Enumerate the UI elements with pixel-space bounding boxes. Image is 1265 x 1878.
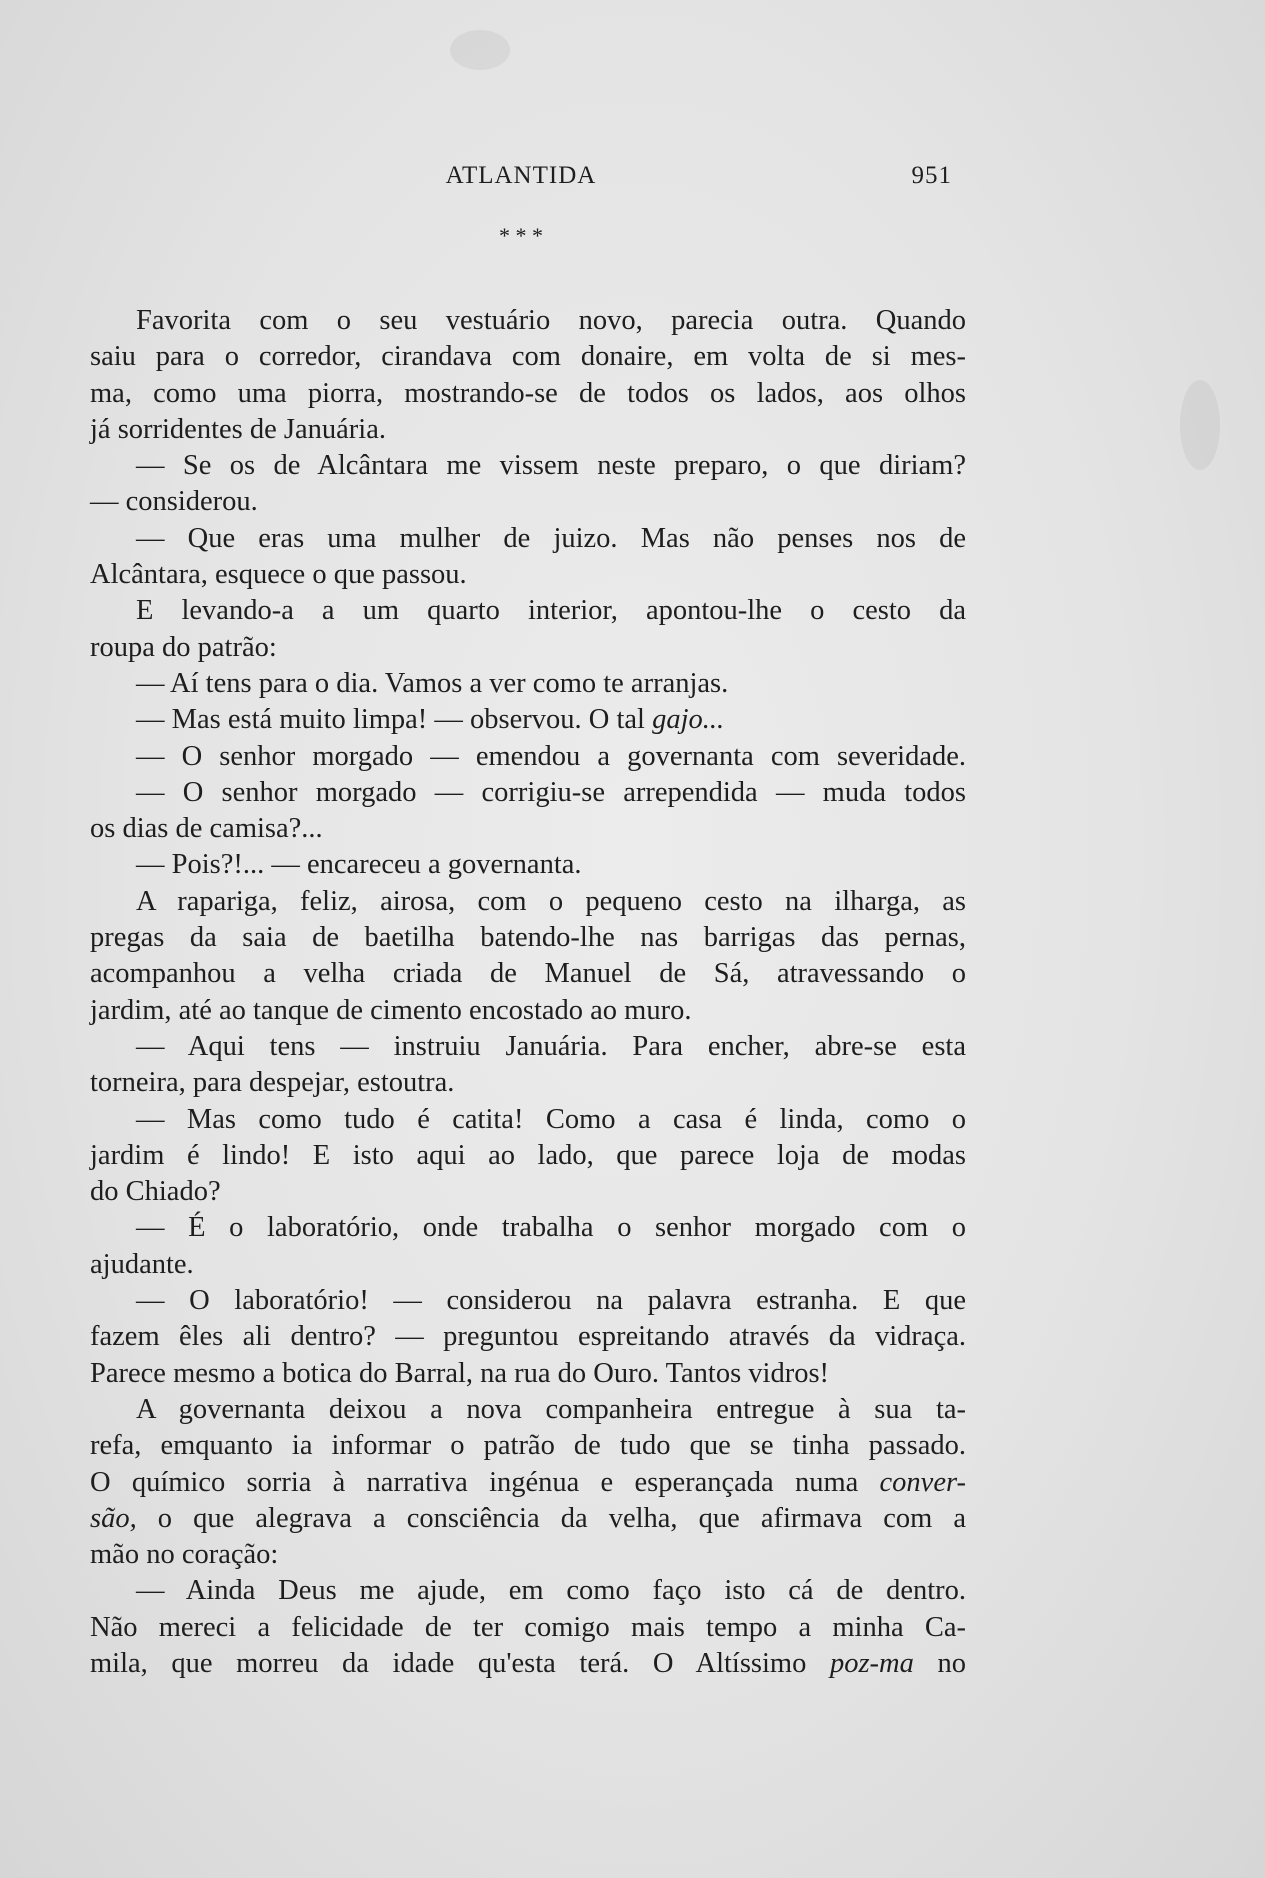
text-line: — Se os de Alcântara me vissem neste preparo, o que diriam? (136, 450, 966, 482)
text-line: acompanhou a velha criada de Manuel de Sá, atravessando o (90, 958, 966, 990)
text-line: — considerou. (90, 486, 258, 518)
text-line: E levando-a a um quarto interior, apontou-lhe o cesto da (136, 595, 966, 627)
text-line: — Mas como tudo é catita! Como a casa é linda, como o (136, 1103, 966, 1135)
text-line: jardim, até ao tanque de cimento encostado ao muro. (90, 994, 692, 1026)
running-title: ATLANTIDA (445, 162, 597, 189)
text-line: torneira, para despejar, estoutra. (90, 1067, 455, 1099)
text-line: — Pois?!... — encareceu a governanta. (136, 849, 582, 881)
text-line: roupa do patrão: (90, 631, 277, 663)
text-line: — É o laboratório, onde trabalha o senhor morgado com o (136, 1212, 966, 1244)
body-text (90, 303, 966, 1682)
text-line: — Mas está muito limpa! — observou. O tal gajo... (136, 704, 725, 736)
text-line: — O senhor morgado — emendou a governanta com severidade. (136, 740, 966, 772)
page-stain (450, 30, 510, 70)
text-line: Favorita com o seu vestuário novo, parecia outra. Quando (136, 305, 966, 336)
page-number: 951 (911, 162, 952, 189)
text-line: os dias de camisa?... (90, 813, 323, 845)
text-line: Não mereci a felicidade de ter comigo mais tempo a minha Ca- (90, 1611, 966, 1643)
text-line: jardim é lindo! E isto aqui ao lado, que parece loja de modas (90, 1139, 966, 1171)
text-line: — Aqui tens — instruiu Januária. Para encher, abre-se esta (136, 1030, 966, 1062)
text-line: refa, emquanto ia informar o patrão de tudo que se tinha passado. (90, 1430, 966, 1462)
text-line: saiu para o corredor, cirandava com donaire, em volta de si mes- (90, 341, 966, 373)
text-line: — Ainda Deus me ajude, em como faço isto cá de dentro. (136, 1575, 966, 1607)
text-line: Alcântara, esquece o que passou. (90, 559, 467, 591)
text-line: Parece mesmo a botica do Barral, na rua do Ouro. Tantos vidros! (90, 1357, 830, 1389)
text-line: são, o que alegrava a consciência da velha, que afirmava com a (90, 1502, 966, 1534)
text-line: A rapariga, feliz, airosa, com o pequeno cesto na ilharga, as (136, 885, 966, 917)
text-line: — Aí tens para o dia. Vamos a ver como te arranjas. (136, 667, 729, 699)
text-line: mão no coração: (90, 1539, 279, 1571)
text-line: ma, como uma piorra, mostrando-se de todos os lados, aos olhos (90, 377, 966, 409)
text-line: fazem êles ali dentro? — preguntou espreitando através da vidraça. (90, 1321, 966, 1353)
text-line: — O senhor morgado — corrigiu-se arrependida — muda todos (136, 776, 966, 808)
section-separator: * * * (499, 223, 543, 248)
text-line: — Que eras uma mulher de juizo. Mas não penses nos de (136, 522, 966, 554)
text-line: O químico sorria à narrativa ingénua e esperançada numa conver- (90, 1466, 966, 1498)
text-line: — O laboratório! — considerou na palavra estranha. E que (136, 1285, 966, 1317)
text-line: do Chiado? (90, 1176, 221, 1208)
text-line: A governanta deixou a nova companheira entregue à sua ta- (136, 1393, 966, 1425)
text-line: pregas da saia de baetilha batendo-lhe nas barrigas das pernas, (90, 922, 966, 954)
text-line: mila, que morreu da idade qu'esta terá. O Altíssimo poz-ma no (90, 1647, 966, 1679)
text-line: já sorridentes de Januária. (90, 413, 386, 445)
text-line: ajudante. (90, 1248, 194, 1280)
page-stain (1180, 380, 1220, 470)
running-header (90, 162, 952, 192)
